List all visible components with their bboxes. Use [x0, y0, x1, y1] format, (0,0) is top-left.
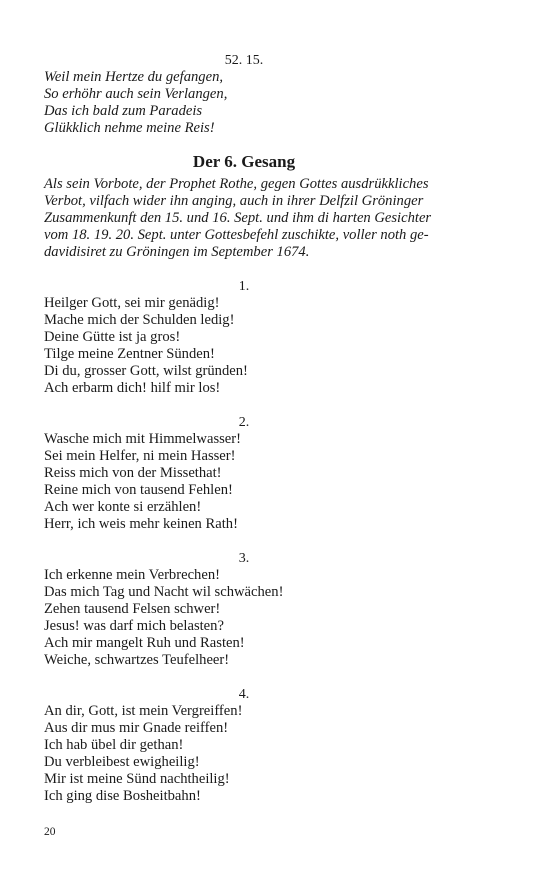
verse-line: Weiche, schwartzes Teufelheer!: [44, 652, 230, 668]
verse-line: Tilge meine Zentner Sünden!: [44, 346, 215, 362]
verse-line: Weil mein Hertze du gefangen,: [44, 69, 224, 85]
verse-line: Das ich bald zum Paradeis: [44, 103, 203, 119]
intro-line: davidisiret zu Gröningen im September 1674.: [44, 244, 310, 260]
page-content: [44, 52, 444, 805]
verse-line: Reine mich von tausend Fehlen!: [44, 482, 233, 498]
intro-line: Verbot, vilfach wider ihn anging, auch in ihrer Delfzil Gröninger: [44, 193, 424, 209]
verse-line: Reiss mich von der Missethat!: [44, 465, 222, 481]
intro-line: vom 18. 19. 20. Sept. unter Gottesbefehl zuschikte, voller noth ge-: [44, 227, 429, 243]
verse-line: Das mich Tag und Nacht wil schwächen!: [44, 584, 284, 600]
song-intro: [44, 176, 444, 261]
verse-line: Glükklich nehme meine Reis!: [44, 120, 215, 136]
verse-line: Heilger Gott, sei mir genädig!: [44, 295, 220, 311]
song-title: Der 6. Gesang: [192, 152, 296, 171]
verse-line: Mache mich der Schulden ledig!: [44, 312, 235, 328]
stanza: [44, 295, 444, 397]
verse-line: Mir ist meine Sünd nachtheilig!: [44, 771, 230, 787]
verse-line: Ich hab übel dir gethan!: [44, 737, 184, 753]
stanza: [44, 703, 444, 805]
verse-line: Sei mein Helfer, ni mein Hasser!: [44, 448, 236, 464]
verse-line: Ach wer konte si erzählen!: [44, 499, 202, 515]
verse-line: Ich erkenne mein Verbrechen!: [44, 567, 220, 583]
page-number: 20: [44, 826, 56, 838]
verse-line: An dir, Gott, ist mein Vergreiffen!: [44, 703, 243, 719]
verse-line: Herr, ich weis mehr keinen Rath!: [44, 516, 238, 532]
verse-line: Ach erbarm dich! hilf mir los!: [44, 380, 221, 396]
verse-line: Di du, grosser Gott, wilst gründen!: [44, 363, 248, 379]
verse-line: Ich ging dise Bosheitbahn!: [44, 788, 201, 804]
stanza-number: 2.: [238, 415, 250, 430]
verse-line: So erhöhr auch sein Verlangen,: [44, 86, 228, 102]
verse-line: Wasche mich mit Himmelwasser!: [44, 431, 242, 447]
stanza-number: 1.: [238, 279, 250, 294]
intro-line: Zusammenkunft den 15. und 16. Sept. und ihm di harten Gesichter: [44, 210, 432, 226]
prev-stanza-number: 52. 15.: [224, 53, 264, 68]
verse-line: Zehen tausend Felsen schwer!: [44, 601, 221, 617]
stanza-number: 4.: [238, 687, 250, 702]
verse-line: Deine Gütte ist ja gros!: [44, 329, 181, 345]
prev-stanza: [44, 69, 444, 137]
verse-line: Aus dir mus mir Gnade reiffen!: [44, 720, 229, 736]
verse-line: Ach mir mangelt Ruh und Rasten!: [44, 635, 245, 651]
intro-line: Als sein Vorbote, der Prophet Rothe, gegen Gottes ausdrükkliches: [44, 176, 429, 192]
stanza-number: 3.: [238, 551, 250, 566]
verse-line: Jesus! was darf mich belasten?: [44, 618, 224, 634]
verse-line: Du verbleibest ewigheilig!: [44, 754, 200, 770]
stanza: [44, 567, 444, 669]
stanza: [44, 431, 444, 533]
